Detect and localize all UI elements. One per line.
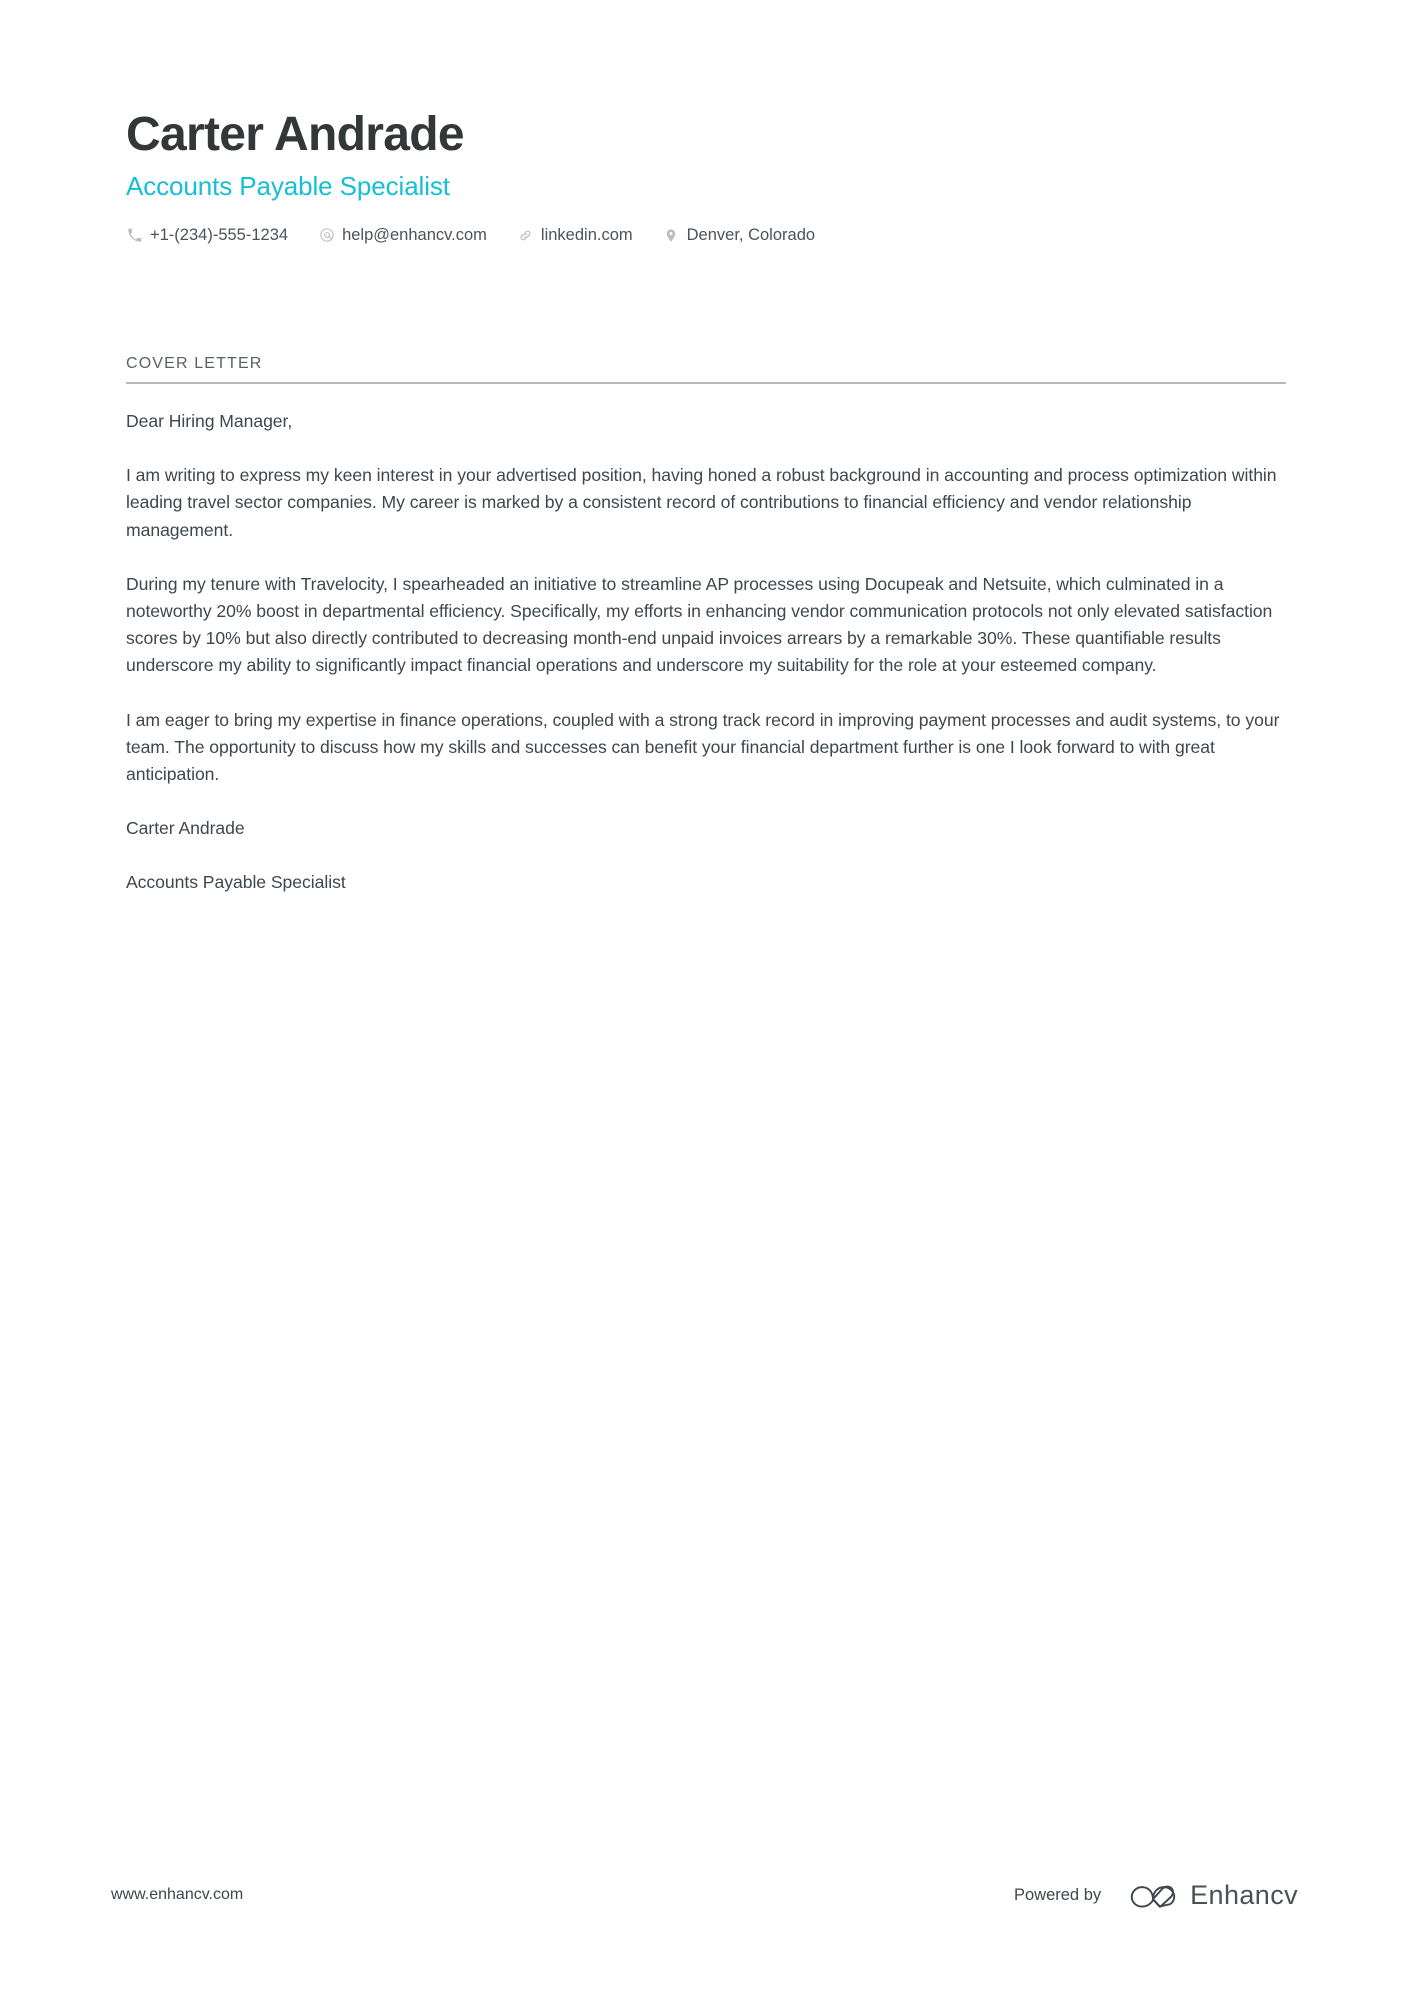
contact-location (663, 227, 815, 244)
applicant-name: Carter Andrade (126, 108, 464, 161)
applicant-job-title: Accounts Payable Specialist (126, 170, 450, 201)
enhancv-logo-icon (1129, 1880, 1177, 1910)
contact-email-label: help@enhancv.com (342, 226, 487, 245)
contact-phone-label: +1-(234)-555-1234 (150, 226, 289, 245)
letter-paragraph-2: During my tenure with Travelocity, I spearheaded an initiative to streamline AP processes using Docupeak and Netsuite, which culminated in a noteworthy 20% boost in departmental efficiency. Specifically, my efforts in enhancing vendor communication protocols not only elevated satisfaction scores by 10% but also directly contributed to decreasing month-end unpaid invoices arrears by a remarkable 30%. These quantifiable results underscore my ability to significantly impact financial operations and underscore my suitability for the role at your esteemed company. (126, 573, 1273, 676)
contact-row (126, 227, 1286, 244)
footer-website-url[interactable]: www.enhancv.com (111, 1886, 244, 1903)
signature-name: Carter Andrade (126, 818, 245, 839)
letter-paragraph-1: I am writing to express my keen interest in your advertised position, having honed a robust background in accounting and process optimization within leading travel sector companies. My career is marked by a consistent record of contributions to financial efficiency and vendor relationship management. (126, 465, 1277, 540)
letter-body (126, 384, 1286, 897)
phone-icon (126, 227, 143, 244)
enhancv-wordmark: Enhancv (1190, 1879, 1298, 1910)
signature-title: Accounts Payable Specialist (126, 872, 346, 893)
document-header (126, 108, 1286, 244)
letter-paragraph-3: I am eager to bring my expertise in finance operations, coupled with a strong track record in improving payment processes and audit systems, to your team. The opportunity to discuss how my skills and successes can benefit your financial department further is one I look forward to with great anticipation. (126, 709, 1280, 785)
powered-by-label: Powered by (1013, 1885, 1102, 1904)
link-icon (517, 227, 534, 244)
cover-letter-section (126, 355, 1286, 897)
email-icon (318, 227, 335, 244)
location-pin-icon (663, 227, 680, 244)
contact-location-label: Denver, Colorado (686, 226, 816, 245)
contact-linkedin-label: linkedin.com (540, 226, 633, 245)
contact-linkedin (517, 227, 633, 244)
section-title: COVER LETTER (126, 355, 263, 372)
contact-phone (126, 227, 288, 244)
page-footer (0, 1865, 1410, 1925)
letter-salutation: Dear Hiring Manager, (126, 411, 293, 431)
footer-branding (1014, 1880, 1298, 1911)
contact-email (318, 227, 487, 244)
